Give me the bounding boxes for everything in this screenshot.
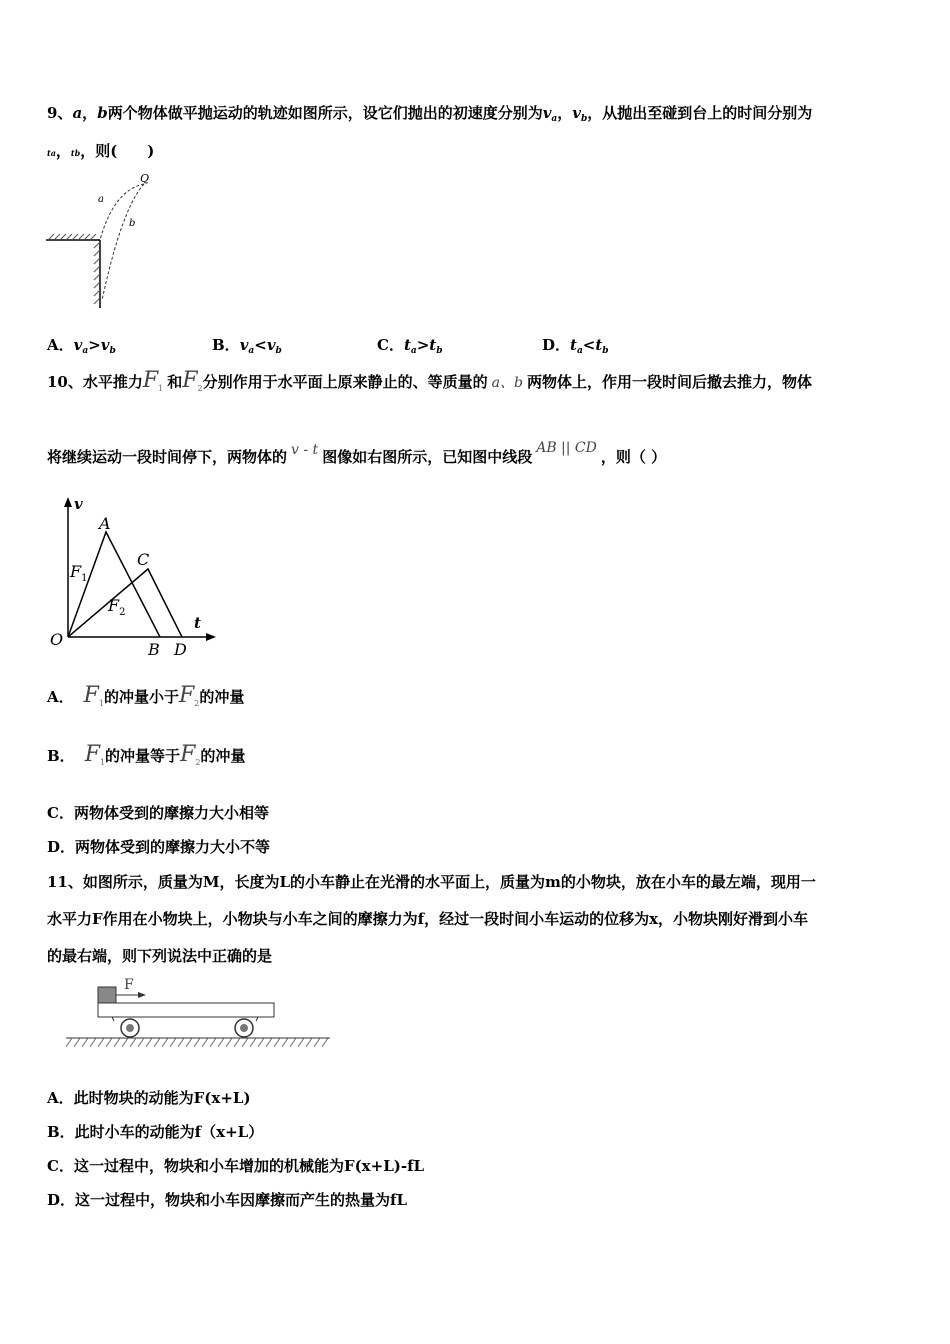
q10-axis-t: t <box>194 614 201 632</box>
q11-cart-figure <box>62 975 334 1057</box>
q10-label-A: A <box>99 514 111 533</box>
q11-option-a[interactable]: A．此时物块的动能为F(x+L) <box>47 1089 251 1107</box>
q10-label-F2: $F_2$ <box>108 596 126 618</box>
q11-option-d[interactable]: D．这一过程中，物块和小车因摩擦而产生的热量为fL <box>47 1191 408 1209</box>
q10-option-b[interactable]: B． $F_1$的冲量等于$F_2$的冲量 <box>47 742 246 767</box>
q9-label-b: b <box>129 218 136 229</box>
q11-option-b[interactable]: B．此时小车的动能为f（x+L） <box>47 1123 264 1141</box>
q10-stem-line2: 将继续运动一段时间停下，两物体的 v - t 图像如右图所示，已知图中线段 AB || CD ，则（ ） <box>47 440 667 466</box>
q9-stem-line2: ta，tb，则( ) <box>47 142 155 160</box>
q9-label-a: a <box>98 194 104 205</box>
q10-label-B: B <box>148 640 160 659</box>
q10-option-d[interactable]: D．两物体受到的摩擦力大小不等 <box>47 838 271 856</box>
q9-option-a[interactable]: A．$v_a>v_b$ <box>47 336 116 356</box>
q10-axis-v: v <box>74 495 83 513</box>
q10-label-F1: $F_1$ <box>70 562 88 584</box>
q9-option-c[interactable]: C．$t_a>t_b$ <box>377 336 443 356</box>
q9-option-b[interactable]: B．$v_a<v_b$ <box>212 336 282 356</box>
q10-vt-graph <box>44 495 219 660</box>
q10-label-D: D <box>174 640 187 659</box>
q11-stem-line3: 的最右端，则下列说法中正确的是 <box>47 947 273 965</box>
q10-label-O: O <box>50 630 64 649</box>
q11-stem-line2: 水平力F作用在小物块上，小物块与小车之间的摩擦力为f，经过一段时间小车运动的位移为x，小物块刚好滑到小车 <box>47 910 809 928</box>
q10-option-c[interactable]: C．两物体受到的摩擦力大小相等 <box>47 804 269 822</box>
q9-trajectory-figure <box>44 168 164 313</box>
q11-stem-line1: 11、如图所示，质量为M，长度为L的小车静止在光滑的水平面上，质量为m的小物块，放在小车的最左端，现用一 <box>47 873 816 891</box>
q9-option-d[interactable]: D．$t_a<t_b$ <box>542 336 609 356</box>
q11-label-F: F <box>124 977 134 993</box>
q10-option-a[interactable]: A． $F_1$的冲量小于$F_2$的冲量 <box>47 683 245 708</box>
q10-stem-line1: 10、水平推力$F_1$ 和$F_2$分别作用于水平面上原来静止的、等质量的 a、b 两物体上，作用一段时间后撤去推力，物体 <box>47 368 812 393</box>
q10-label-C: C <box>137 550 150 569</box>
q9-label-Q: Q <box>140 172 150 185</box>
q11-option-c[interactable]: C．这一过程中，物块和小车增加的机械能为F(x+L)-fL <box>47 1157 425 1175</box>
q9-stem-line1: 9、a，b两个物体做平抛运动的轨迹如图所示，设它们抛出的初速度分别为$v_a$，$v_b$，从抛出至碰到台上的时间分别为 <box>47 104 813 124</box>
